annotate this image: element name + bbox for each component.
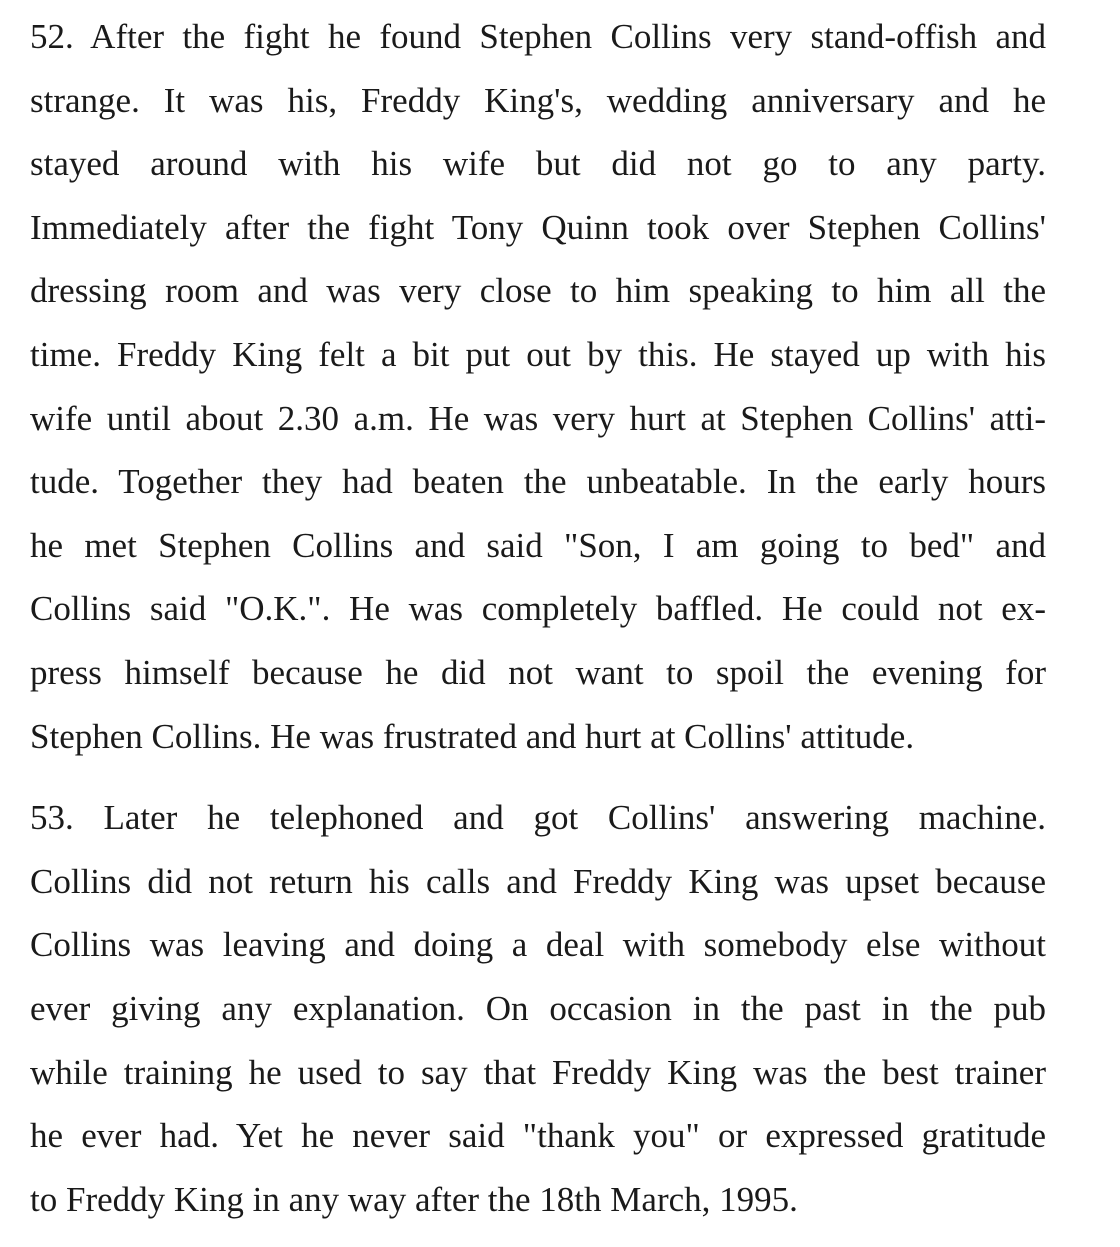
text-line: to Freddy King in any way after the 18th March, 1995. — [30, 1179, 798, 1219]
text-line: stayed around with his wife but did not go to any party. — [30, 144, 1046, 184]
document-page — [30, 5, 1046, 1231]
paragraph-spacer — [30, 768, 1046, 786]
text-line: he ever had. Yet he never said "thank you" or expressed gratitude — [30, 1116, 1046, 1156]
text-line: he met Stephen Collins and said "Son, I am going to bed" and — [30, 525, 1046, 565]
text-line: 52. After the fight he found Stephen Collins very stand-offish and — [30, 17, 1046, 56]
text-line: Collins was leaving and doing a deal with somebody else without — [30, 925, 1046, 965]
text-line: Immediately after the fight Tony Quinn took over Stephen Collins' — [30, 207, 1046, 247]
paragraph-52 — [30, 5, 1046, 768]
text-line: dressing room and was very close to him speaking to him all the — [30, 271, 1046, 311]
text-line: 53. Later he telephoned and got Collins' answering machine. — [30, 798, 1046, 838]
text-line: ever giving any explanation. On occasion in the past in the pub — [30, 988, 1046, 1028]
text-line: press himself because he did not want to spoil the evening for — [30, 652, 1046, 692]
text-line: Stephen Collins. He was frustrated and hurt at Collins' attitude. — [30, 716, 915, 756]
text-line: while training he used to say that Freddy King was the best trainer — [30, 1052, 1046, 1092]
text-line: Collins said "O.K.". He was completely baffled. He could not ex- — [30, 589, 1046, 629]
text-line: wife until about 2.30 a.m. He was very hurt at Stephen Collins' atti- — [30, 398, 1046, 438]
text-line: tude. Together they had beaten the unbeatable. In the early hours — [30, 462, 1046, 502]
text-line: Collins did not return his calls and Freddy King was upset because — [30, 861, 1046, 901]
text-line: strange. It was his, Freddy King's, wedding anniversary and he — [30, 80, 1046, 120]
text-line: time. Freddy King felt a bit put out by this. He stayed up with his — [30, 334, 1046, 374]
paragraph-53 — [30, 786, 1046, 1231]
